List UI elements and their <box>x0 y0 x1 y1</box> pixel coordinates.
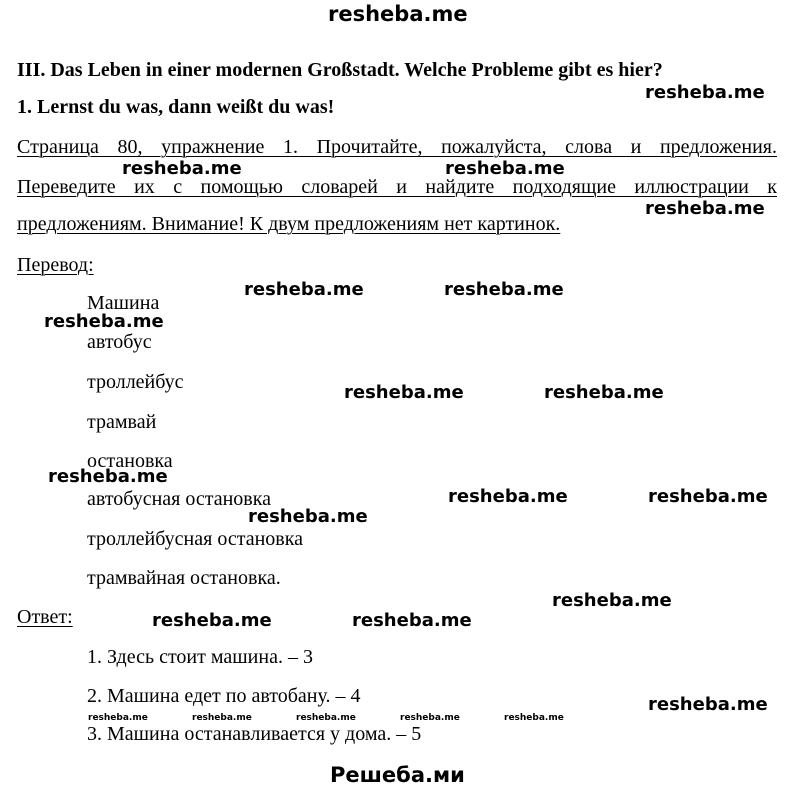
header-watermark: resheba.me <box>328 2 468 26</box>
task-line-2: Переведите их с помощью словарей и найдите подходящие иллюстрации к <box>17 176 777 198</box>
watermark-tiny: resheba.me <box>504 713 564 723</box>
section-title: III. Das Leben in einer modernen Großstadt. Welche Probleme gibt es hier? <box>17 59 663 81</box>
task-line-1: Страница 80, упражнение 1. Прочитайте, пожалуйста, слова и предложения. <box>17 136 777 158</box>
footer-watermark: Решеба.ми <box>330 763 465 787</box>
watermark: resheba.me <box>444 279 564 300</box>
watermark: resheba.me <box>544 382 664 403</box>
subsection-title: 1. Lernst du was, dann weißt du was! <box>17 96 335 118</box>
watermark: resheba.me <box>248 506 368 527</box>
translation-item: автобус <box>87 331 152 353</box>
watermark: resheba.me <box>44 311 164 332</box>
watermark: resheba.me <box>244 279 364 300</box>
watermark-tiny: resheba.me <box>192 713 252 723</box>
watermark: resheba.me <box>152 610 272 631</box>
watermark: resheba.me <box>122 158 242 179</box>
watermark: resheba.me <box>645 82 765 103</box>
watermark: resheba.me <box>448 486 568 507</box>
watermark-tiny: resheba.me <box>88 713 148 723</box>
translation-item: троллейбус <box>87 371 184 393</box>
watermark: resheba.me <box>48 466 168 487</box>
watermark: resheba.me <box>445 158 565 179</box>
translation-item: остановка <box>87 450 173 472</box>
watermark: resheba.me <box>344 382 464 403</box>
translation-item: троллейбусная остановка <box>87 528 304 550</box>
watermark: resheba.me <box>648 486 768 507</box>
answer-item: 1. Здесь стоит машина. – 3 <box>87 646 313 668</box>
translation-item: Машина <box>87 292 160 314</box>
watermark: resheba.me <box>552 590 672 611</box>
watermark: resheba.me <box>352 610 472 631</box>
answer-item: 2. Машина едет по автобану. – 4 <box>87 685 361 707</box>
translation-item: трамвайная остановка. <box>87 567 281 589</box>
watermark: resheba.me <box>645 198 765 219</box>
answer-item: 3. Машина останавливается у дома. – 5 <box>87 723 422 745</box>
watermark-tiny: resheba.me <box>400 713 460 723</box>
translation-label: Перевод: <box>17 254 94 276</box>
translation-item: трамвай <box>87 411 157 433</box>
translation-item: автобусная остановка <box>87 488 272 510</box>
watermark: resheba.me <box>648 694 768 715</box>
watermark-tiny: resheba.me <box>296 713 356 723</box>
task-line-3: предложениям. Внимание! К двум предложениям нет картинок. <box>17 213 561 235</box>
answer-label: Ответ: <box>17 606 73 628</box>
